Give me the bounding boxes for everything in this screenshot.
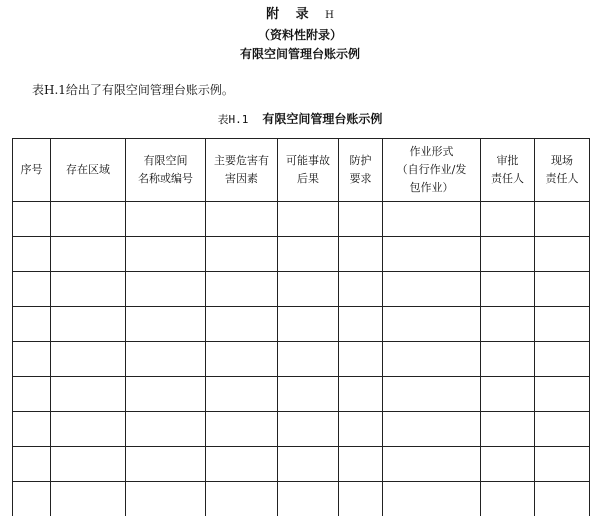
appendix-letter: H (325, 10, 334, 21)
appendix-title (0, 6, 600, 25)
table-caption (0, 111, 600, 128)
table-cell (535, 342, 590, 377)
table-cell (126, 272, 206, 307)
table-cell (51, 272, 126, 307)
table-cell (278, 272, 339, 307)
table-cell (339, 482, 383, 517)
table-cell (535, 482, 590, 517)
table-cell (13, 342, 51, 377)
table-cell (51, 377, 126, 412)
table-cell (51, 202, 126, 237)
column-header-serial: 序号 (13, 139, 51, 202)
column-header-approver: 审批 责任人 (481, 139, 535, 202)
table-cell (278, 202, 339, 237)
table-row (13, 272, 590, 307)
appendix-title-text: 附 录 (266, 7, 315, 22)
table-cell (481, 342, 535, 377)
column-header-work-form: 作业形式 （自行作业/发 包作业） (383, 139, 481, 202)
table-cell (278, 412, 339, 447)
table-cell (206, 272, 278, 307)
table-cell (13, 307, 51, 342)
table-row (13, 237, 590, 272)
table-cell (278, 307, 339, 342)
table-cell (13, 272, 51, 307)
table-cell (126, 482, 206, 517)
table-cell (126, 342, 206, 377)
table-cell (535, 412, 590, 447)
table-cell (535, 237, 590, 272)
table-cell (126, 307, 206, 342)
table-cell (383, 377, 481, 412)
table-cell (339, 447, 383, 482)
table-cell (535, 377, 590, 412)
table-cell (535, 447, 590, 482)
table-cell (206, 482, 278, 517)
table-cell (339, 272, 383, 307)
table-cell (383, 307, 481, 342)
table-cell (383, 447, 481, 482)
table-cell (339, 342, 383, 377)
table-cell (278, 377, 339, 412)
table-cell (126, 202, 206, 237)
column-header-hazards: 主要危害有 害因素 (206, 139, 278, 202)
table-cell (481, 447, 535, 482)
table-row (13, 377, 590, 412)
table-cell (481, 237, 535, 272)
table-cell (13, 482, 51, 517)
table-cell (126, 447, 206, 482)
table-cell (339, 237, 383, 272)
table-cell (383, 237, 481, 272)
column-header-space-name: 有限空间 名称或编号 (126, 139, 206, 202)
table-caption-title: 有限空间管理台账示例 (262, 112, 383, 126)
table-cell (535, 307, 590, 342)
table-cell (126, 377, 206, 412)
ledger-table-body (13, 202, 590, 517)
table-cell (278, 237, 339, 272)
table-cell (383, 202, 481, 237)
appendix-heading: 有限空间管理台账示例 (239, 47, 360, 61)
table-cell (481, 412, 535, 447)
table-cell (278, 342, 339, 377)
table-row (13, 482, 590, 517)
ledger-table (12, 138, 590, 516)
table-cell (278, 482, 339, 517)
table-cell (535, 202, 590, 237)
table-row (13, 447, 590, 482)
table-cell (51, 482, 126, 517)
table-cell (383, 482, 481, 517)
table-cell (13, 412, 51, 447)
column-header-protection: 防护 要求 (339, 139, 383, 202)
table-cell (339, 202, 383, 237)
intro-paragraph: 表H.1给出了有限空间管理台账示例。 (32, 83, 234, 97)
table-cell (13, 447, 51, 482)
appendix-note: （资料性附录） (257, 28, 342, 42)
table-cell (383, 272, 481, 307)
table-cell (206, 342, 278, 377)
table-cell (206, 307, 278, 342)
table-cell (13, 202, 51, 237)
table-cell (206, 377, 278, 412)
column-header-consequences: 可能事故 后果 (278, 139, 339, 202)
table-row (13, 412, 590, 447)
table-row (13, 307, 590, 342)
table-cell (481, 202, 535, 237)
table-header-row (13, 139, 590, 202)
table-cell (51, 342, 126, 377)
table-cell (383, 412, 481, 447)
table-cell (206, 237, 278, 272)
table-caption-code: 表H.1 (217, 113, 249, 126)
table-cell (51, 412, 126, 447)
table-cell (126, 237, 206, 272)
table-cell (383, 342, 481, 377)
table-cell (51, 237, 126, 272)
table-cell (278, 447, 339, 482)
table-cell (481, 482, 535, 517)
table-cell (206, 202, 278, 237)
table-cell (51, 447, 126, 482)
table-cell (13, 237, 51, 272)
column-header-area: 存在区域 (51, 139, 126, 202)
table-cell (535, 272, 590, 307)
table-cell (339, 307, 383, 342)
table-cell (339, 377, 383, 412)
table-cell (206, 447, 278, 482)
table-cell (481, 307, 535, 342)
table-row (13, 202, 590, 237)
table-cell (13, 377, 51, 412)
table-cell (126, 412, 206, 447)
column-header-onsite-manager: 现场 责任人 (535, 139, 590, 202)
table-cell (51, 307, 126, 342)
table-cell (206, 412, 278, 447)
table-row (13, 342, 590, 377)
table-cell (481, 377, 535, 412)
table-cell (481, 272, 535, 307)
table-cell (339, 412, 383, 447)
